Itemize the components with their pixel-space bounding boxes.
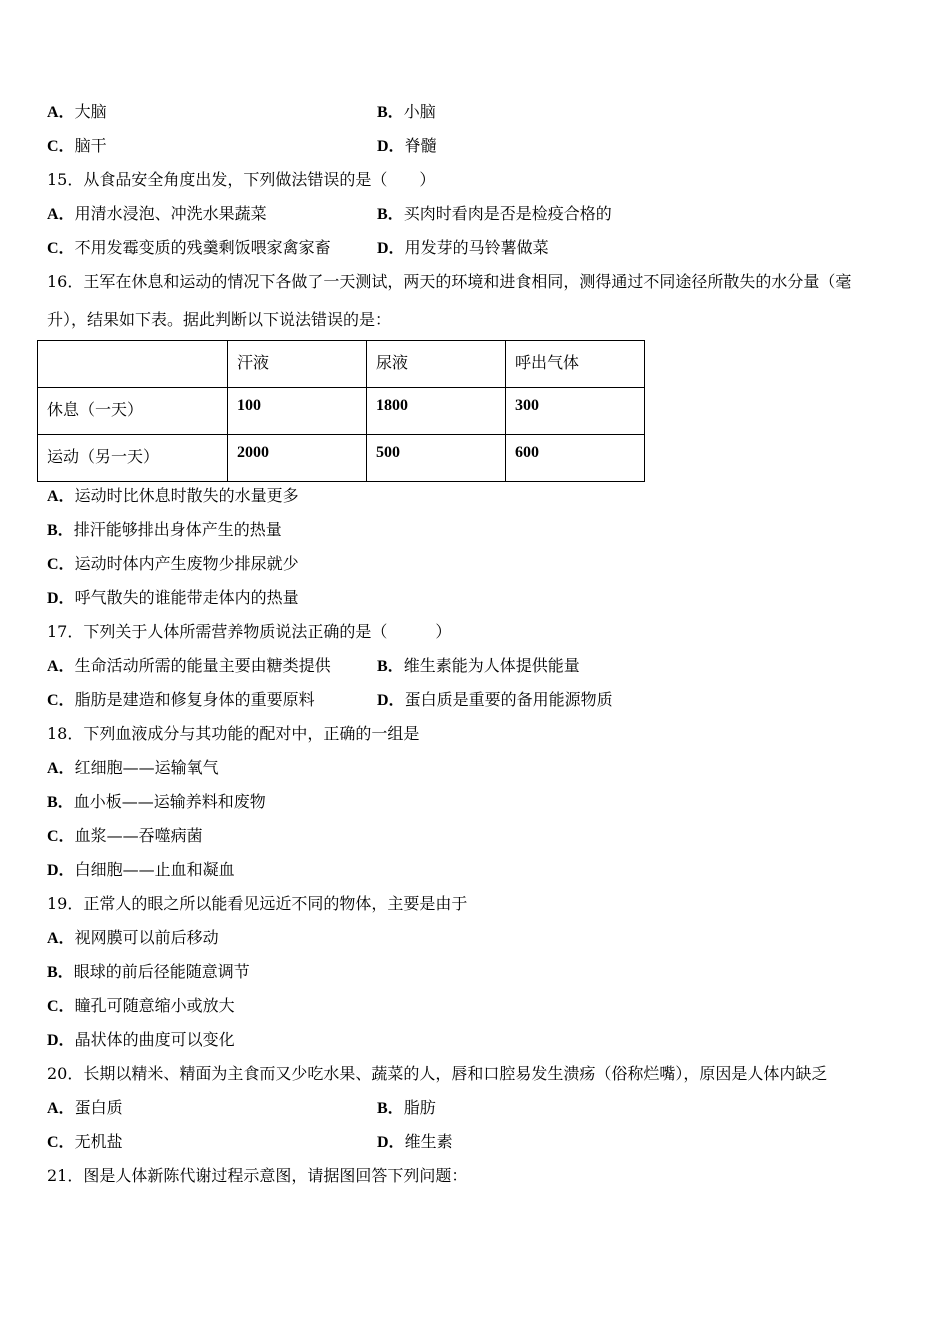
- q19-option-b: B．眼球的前后径能随意调节: [47, 962, 250, 981]
- q20-option-d: D．维生素: [377, 1132, 453, 1151]
- table-cell: 休息（一天）: [38, 388, 228, 435]
- q17-option-c: C．脂肪是建造和修复身体的重要原料: [47, 690, 315, 709]
- q19-option-d: D．晶状体的曲度可以变化: [47, 1030, 235, 1049]
- table-cell: 300: [506, 388, 645, 435]
- q16-stem-line1: 16．王军在休息和运动的情况下各做了一天测试，两天的环境和进食相同，测得通过不同途径所散失的水分量（毫: [47, 272, 852, 291]
- q20-stem: 20．长期以精米、精面为主食而又少吃水果、蔬菜的人，唇和口腔易发生溃疡（俗称烂嘴），原因是人体内缺乏: [47, 1064, 828, 1083]
- q14-option-a: A．大脑: [47, 102, 107, 121]
- q17-option-a: A．生命活动所需的能量主要由糖类提供: [47, 656, 331, 675]
- q19-option-a: A．视网膜可以前后移动: [47, 928, 219, 947]
- q15-stem: 15．从食品安全角度出发，下列做法错误的是（ ）: [47, 170, 436, 189]
- q18-stem: 18．下列血液成分与其功能的配对中，正确的一组是: [47, 724, 420, 743]
- table-cell: 1800: [367, 388, 506, 435]
- q15-option-c: C．不用发霉变质的残羹剩饭喂家禽家畜: [47, 238, 331, 257]
- q16-option-c: C．运动时体内产生废物少排尿就少: [47, 554, 299, 573]
- table-cell: 100: [228, 388, 367, 435]
- table-cell: 600: [506, 435, 645, 482]
- q18-option-c: C．血浆——吞噬病菌: [47, 826, 203, 845]
- table-header-cell: 汗液: [228, 341, 367, 388]
- q16-option-b: B．排汗能够排出身体产生的热量: [47, 520, 282, 539]
- q20-option-b: B．脂肪: [377, 1098, 436, 1117]
- table-header-cell: 尿液: [367, 341, 506, 388]
- q18-option-b: B．血小板——运输养料和废物: [47, 792, 266, 811]
- table-header-row: [38, 341, 645, 388]
- q16-option-a: A．运动时比休息时散失的水量更多: [47, 486, 299, 505]
- table-header-cell: [38, 341, 228, 388]
- q18-option-a: A．红细胞——运输氧气: [47, 758, 219, 777]
- table-header-cell: 呼出气体: [506, 341, 645, 388]
- table-row: [38, 435, 645, 482]
- q17-option-b: B．维生素能为人体提供能量: [377, 656, 580, 675]
- q15-option-d: D．用发芽的马铃薯做菜: [377, 238, 549, 257]
- q15-option-b: B．买肉时看肉是否是检疫合格的: [377, 204, 612, 223]
- table-cell: 2000: [228, 435, 367, 482]
- table-cell: 运动（另一天）: [38, 435, 228, 482]
- q20-option-c: C．无机盐: [47, 1132, 123, 1151]
- q16-option-d: D．呼气散失的谁能带走体内的热量: [47, 588, 299, 607]
- q21-stem: 21．图是人体新陈代谢过程示意图，请据图回答下列问题：: [47, 1166, 468, 1185]
- q16-water-loss-table: [37, 340, 645, 482]
- q16-stem-line2: 升），结果如下表。据此判断以下说法错误的是：: [47, 310, 392, 329]
- q17-stem: 17．下列关于人体所需营养物质说法正确的是（ ）: [47, 622, 452, 641]
- q19-option-c: C．瞳孔可随意缩小或放大: [47, 996, 235, 1015]
- q14-option-d: D．脊髓: [377, 136, 437, 155]
- q17-option-d: D．蛋白质是重要的备用能源物质: [377, 690, 613, 709]
- q14-option-c: C．脑干: [47, 136, 107, 155]
- q15-option-a: A．用清水浸泡、冲洗水果蔬菜: [47, 204, 267, 223]
- table-cell: 500: [367, 435, 506, 482]
- q20-option-a: A．蛋白质: [47, 1098, 123, 1117]
- table-row: [38, 388, 645, 435]
- q19-stem: 19．正常人的眼之所以能看见远近不同的物体，主要是由于: [47, 894, 468, 913]
- q14-option-b: B．小脑: [377, 102, 436, 121]
- q18-option-d: D．白细胞——止血和凝血: [47, 860, 235, 879]
